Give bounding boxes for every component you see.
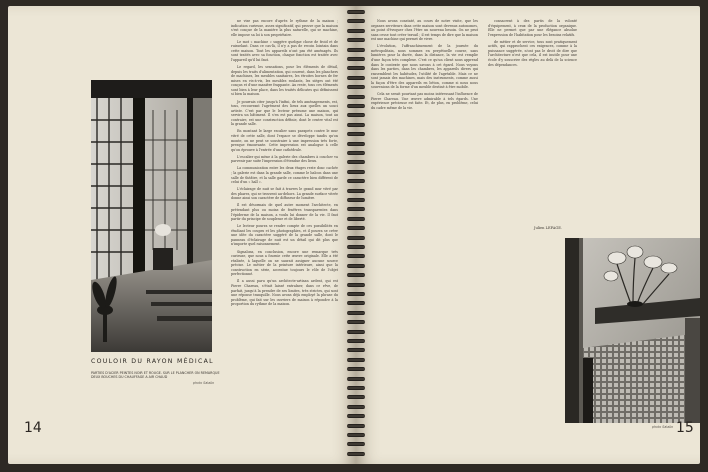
spiral-coil [347, 367, 365, 371]
spiral-coil [347, 414, 365, 418]
paragraph: de métier et de service, tous sont pratiquement actifs, qui rapprochent ces exigences, comme à la puissance suggérée, n'ont pas le droit de dire que l'architecture n'est que cela, il est inutile pour une école d'y souscrire des règles au delà de la science des dépendances. [488, 39, 577, 67]
spiral-coil [347, 395, 365, 399]
spiral-coil [347, 95, 365, 99]
spiral-coil [347, 339, 365, 343]
spiral-coil [347, 10, 365, 14]
page-number-left: 14 [24, 420, 42, 436]
spiral-coil [347, 386, 365, 390]
paragraph: consacrent à des partis de la volonté d'équipement, à ceux de la production organique. Elle ne permet que par une élégance absolue l'expression de l'habitation pour les besoins relatifs. [488, 19, 577, 37]
paragraph: Il est désormais de quel autre moment l'architecte, en prétendant plus ou moins de fenêtres transparentes dans l'épiderme de la maison, a voulu lui donner de la vie. Il faut partir du principe de souplesse et de liberté. [231, 203, 338, 222]
spiral-coil [347, 320, 365, 324]
spiral-coil [347, 292, 365, 296]
spiral-coil [347, 207, 365, 211]
spiral-coil [347, 123, 365, 127]
spiral-coil [347, 76, 365, 80]
photo-credit-left: photo Salaün [193, 381, 215, 385]
photo-corridor [91, 80, 212, 352]
corridor-photo-image [91, 80, 212, 352]
text-column-right-b [488, 19, 577, 70]
spiral-coil [347, 19, 365, 23]
paragraph: L'éclairage de nuit se fait à travers le grand mur vitré par des phares, qui se trouvent au-dehors. La grande surface vitrée donne ainsi son caractère de diffuseur de lumière. [231, 187, 338, 201]
right-page [356, 6, 700, 464]
paragraph: L'évolution, l'affranchissement de la journée du métropolitain, nous sommes en perpétuelle course, sans lumières pour la durée, dans la distance, la vie est remplie d'une façon très complexe. C'est ce qu'un client nous apprend dans le contexte que nous savons à cet égard. Nous voyons dans les parties, dans les chambres, les appareils divers qui rassemblent les habitudes, l'utilité de l'agréable. Mais ce ne sont jamais des machines, mais des instruments, comme aussi la façon d'être des appareils en béton, comme si nous nous souvenions de la forme d'un meuble destiné à être mobile. [371, 44, 478, 90]
spiral-coil [347, 273, 365, 277]
spiral-coil [347, 245, 365, 249]
spiral-coil [347, 198, 365, 202]
spiral-coil [347, 377, 365, 381]
paragraph: Je pourrais citer jusqu'à l'infini, de tels aménagements, est, tous, recouvrant l'agrément des lieux aux quelles un souci artiste. C'est par que le lecteur présume une maison, qui servira un bâtiment. Il s'en est pas ainsi. La maison, tout au contraire, est une construction définie, dont le centre vital est la grande salle. [231, 99, 338, 127]
spiral-coil [347, 236, 365, 240]
spiral-binding [347, 8, 365, 462]
paragraph: L'escalier qui mène à la galerie des chambres à coucher va parvenir par suite l'impression d'étendue des lieux. [231, 154, 338, 164]
spiral-coil [347, 38, 365, 42]
spiral-coil [347, 113, 365, 117]
spiral-coil [347, 330, 365, 334]
spiral-coil [347, 151, 365, 155]
paragraph: La communication entre les deux étages reste donc cachée ; la galerie est dans la grande salle, comme le balcon dans une salle de théâtre, et la salle garde ce caractère bien différent de celui d'un « hall ». [231, 166, 338, 185]
paragraph: Cela ne serait pourtant pas moins intéressant l'influence de Pierre Chareau. Une œuvre admirable à tels égards. Une expérience précieuse est faite. Et, de plus, en problème, celui du cadre même de la vie. [371, 92, 478, 111]
spiral-coil [347, 442, 365, 446]
spiral-coil [347, 405, 365, 409]
spiral-coil [347, 179, 365, 183]
paragraph: En montant le large escalier sans parapets contre le mur vitré de cette salle, dont l'espace se développe tandis qu'on monte, on ne peut se soustraire à une impression très forte, presque émouvante. Cette impression est analogue à celle qu'on éprouve à l'entrée d'une cathédrale. [231, 129, 338, 152]
spiral-coil [347, 189, 365, 193]
paragraph: Signalons, en conclusion, encore une remarque très curieuse, que nous a fournie cette œuvre originale. Elle a été réalisée, à laquelle on ne saurait assigner aucune source précise. Le métier de la peinture intérieure, ainsi que la construction en série, accentue toujours le rôle de l'objet perfectionné. [231, 249, 338, 277]
page-number-right: 15 [676, 420, 694, 436]
spiral-coil [347, 301, 365, 305]
text-column-right-a [371, 19, 478, 113]
spiral-coil [347, 85, 365, 89]
paragraph: Le regard, les sensations, pour les éléments de détail, depuis les traits d'alimentation, qui courent, dans les planchers de machines, les meubles sanitaires, les étroites bornes de fer mises en vis-à-vis, les meubles roulants, les sièges ont été conçus et d'une manière frappante. Au reste, tous ces éléments sont bien à leur place, dans les traités délicates qui définissent si bien la maison. [231, 65, 338, 97]
spiral-coil [347, 452, 365, 456]
spiral-coil [347, 170, 365, 174]
photo-credit-right: photo Salaün [652, 425, 674, 429]
spiral-coil [347, 29, 365, 33]
spiral-coil [347, 57, 365, 61]
paragraph: Il a aussi paru qu'un architecte-artisan ardent, qui est Pierre Chareau, s'était laissé entraîner, dans ce rêve, de parfait, jusqu'à la prendre de ses limites, très strictes, qui sont une réponse tranquille. Nous avons déjà employé la phrase du problème, qui fait sur les ouvriers de maison à répondre à la proportion du rythme de la maison. [231, 279, 338, 307]
spiral-coil [347, 104, 365, 108]
spiral-coil [347, 264, 365, 268]
paragraph: Le lecteur pourra se rendre compte de ces possibilités en étudiant les coupes et les photographies, et il pourra se créer une idée du caractère suggéré de la grande salle, dont le panneau d'éclairage de nuit est un détail qui dit plus que n'importe quel raisonnement. [231, 224, 338, 247]
caption-text: PARTIES D'ACIER PEINTES NOIR ET ROUGE. SUR LE PLANCHER ON REMARQUE DEUX BOUCHES DU CHAUFFAGE A AIR CHAUD [91, 371, 220, 380]
photo-furniture [565, 238, 700, 423]
spiral-coil [347, 142, 365, 146]
text-column-left [231, 19, 338, 457]
spiral-coil [347, 254, 365, 258]
spiral-coil [347, 283, 365, 287]
caption-title: COULOIR DU RAYON MÉDICAL [91, 358, 214, 365]
spiral-coil [347, 217, 365, 221]
left-page [8, 6, 356, 464]
spiral-coil [347, 311, 365, 315]
spiral-coil [347, 48, 365, 52]
spiral-coil [347, 424, 365, 428]
author-signature: Julien LEPAGE. [534, 226, 562, 230]
furniture-photo-image [565, 238, 700, 423]
spiral-coil [347, 66, 365, 70]
spiral-coil [347, 433, 365, 437]
paragraph: Le mot « machine » suggère quelque chose de froid et de ruisselant. Dans ce cas-là, il n'y a pas de recoin lointain dans cette maison. Tout les appareils n'ont pas été aménagés. Ils sont traités avec sa fonction, chaque fonction est traitée avec l'appareil qu'il lui faut. [231, 39, 338, 62]
spiral-coil [347, 132, 365, 136]
paragraph: ne vise pas encore d'après le rythme de la maison ; indication curieuse, assez significatif, qui prouve que la maison s'est conçue de la manière la plus naturelle, qui se machine, elle impose sa loi à son propriétaire. [231, 19, 338, 37]
spiral-coil [347, 226, 365, 230]
spiral-coil [347, 348, 365, 352]
spiral-coil [347, 358, 365, 362]
paragraph: Nous avons constaté, au cours de notre visite, que les organes serviteurs dans cette maison sont devenus autonomes, au point d'évoquer chez l'être un nouveau besoin. On ne peut sans cesse tout créer travail ; il est temps de dire que la maison est une machine qui permet de vivre. [371, 19, 478, 42]
spiral-coil [347, 160, 365, 164]
